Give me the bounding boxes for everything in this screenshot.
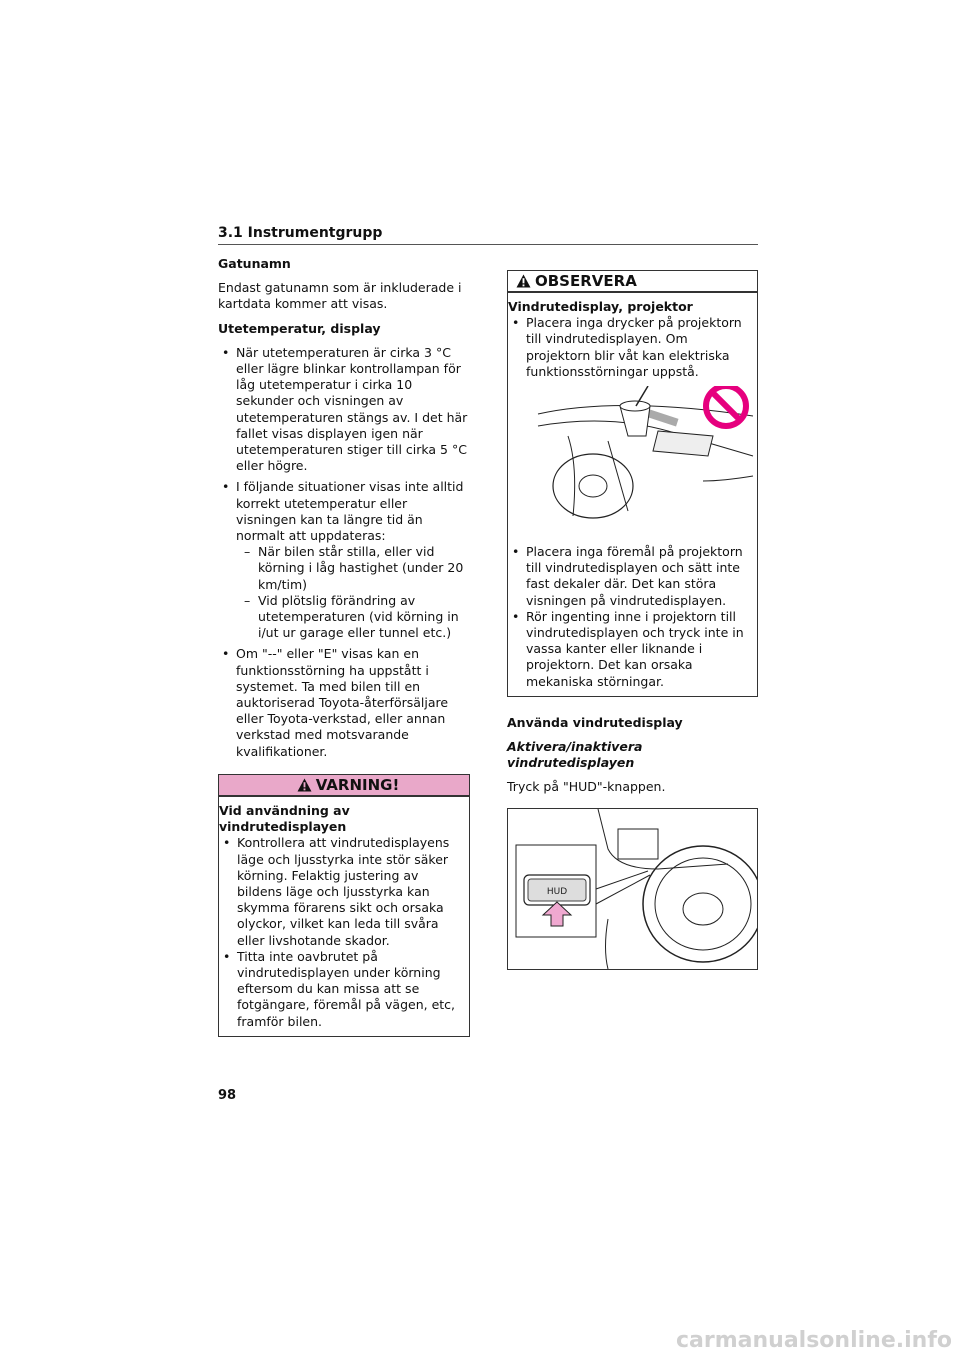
- heading-use-hud: Använda vindrutedisplay: [507, 714, 683, 730]
- paragraph-street-name: Endast gatunamn som är inkluderade i kartdata kommer att visas.: [218, 280, 462, 312]
- prohibited-icon: [706, 386, 746, 426]
- heading-toggle-hud: Aktivera/inaktivera vindrutedisplayen: [507, 739, 643, 771]
- heading-street-name: Gatunamn: [218, 256, 291, 271]
- warning-box: [218, 774, 470, 1037]
- right-column: [507, 270, 758, 970]
- temp-bullet-1: • När utetemperaturen är cirka 3 °C eller lägre blinkar kontrollampan för låg utetemperatur i cirka 10 sekunder och visningen av utetemperaturen stängs av. I det här fallet visas displayen igen när utetemperaturen stiger till cirka 5 °C eller högre.: [218, 345, 470, 475]
- warning-body: [219, 797, 469, 1036]
- temp-bullet-list: [218, 345, 470, 760]
- notice-list-2: [508, 544, 755, 690]
- temp-bullet-2-text: I följande situationer visas inte alltid korrekt utetemperatur eller visningen kan ta längre tid än normalt att uppdateras:: [236, 479, 464, 544]
- notice-body: [508, 293, 757, 696]
- warning-bullet-1: • Kontrollera att vindrutedisplayens läge och ljusstyrka inte stör säker körning. Felaktig justering av bildens läge och ljusstyrka kan skymma förarens sikt och orsaka olyckor, vilket kan leda till svåra eller livshotande skador.: [219, 835, 467, 948]
- warning-bullet-2: • Titta inte oavbrutet på vindrutedisplayen under körning eftersom du kan missa att se fotgängare, föremål på vägen, etc, framför bilen.: [219, 949, 467, 1030]
- steering-wheel-image: [508, 809, 757, 969]
- warning-list: [219, 835, 467, 1029]
- warning-triangle-icon: [516, 274, 531, 288]
- notice-bullet-1: • Placera inga drycker på projektorn till vindrutedisplayen. Om projektorn blir våt kan elektriska funktionsstörningar uppstå.: [508, 315, 755, 380]
- hud-label: HUD: [546, 886, 568, 897]
- page-number: 98: [218, 1088, 237, 1103]
- projector-illustration: [508, 386, 755, 536]
- notice-heading: Vindrutedisplay, projektor: [508, 299, 693, 314]
- heading-outside-temp: Utetemperatur, display: [218, 320, 381, 336]
- warning-header: [219, 775, 469, 797]
- temp-bullet-3: • Om "--" eller "E" visas kan en funktionsstörning ha uppstått i systemet. Ta med bilen till en auktoriserad Toyota-återförsäljare eller Toyota-verkstad, eller annan verkstad med motsvarande kvalifikationer.: [218, 646, 470, 759]
- temp-bullet-2: [218, 479, 470, 641]
- watermark: carmanualsonline.info: [676, 1328, 952, 1353]
- temp-dash-1: – När bilen står stilla, eller vid körning i låg hastighet (under 20 km/tim): [244, 544, 470, 593]
- notice-box: [507, 270, 758, 697]
- temp-dash-2: – Vid plötslig förändring av utetemperaturen (vid körning in i/ut ur garage eller tunnel etc.): [244, 593, 470, 642]
- notice-header: [508, 271, 757, 293]
- paragraph-press-hud: Tryck på "HUD"-knappen.: [507, 779, 666, 795]
- section-header: 3.1 Instrumentgrupp: [218, 225, 758, 245]
- hud-button-illustration: [507, 808, 758, 970]
- warning-heading: Vid användning av vindrutedisplayen: [219, 802, 350, 835]
- warning-title: VARNING!: [315, 775, 400, 794]
- notice-title: OBSERVERA: [535, 271, 637, 290]
- temp-dash-list: [236, 544, 470, 641]
- dashboard-drink-image: [508, 386, 756, 536]
- notice-list-1: [508, 315, 755, 380]
- warning-triangle-icon: [297, 778, 312, 792]
- left-column: [218, 256, 470, 1055]
- notice-bullet-2: • Placera inga föremål på projektorn till vindrutedisplayen och sätt inte fast dekaler där. Det kan störa visningen på vindrutedisplayen.: [508, 544, 755, 609]
- notice-bullet-3: • Rör ingenting inne i projektorn till vindrutedisplayen och tryck inte in vassa kanter eller liknande i projektorn. Det kan orsaka mekaniska störningar.: [508, 609, 755, 690]
